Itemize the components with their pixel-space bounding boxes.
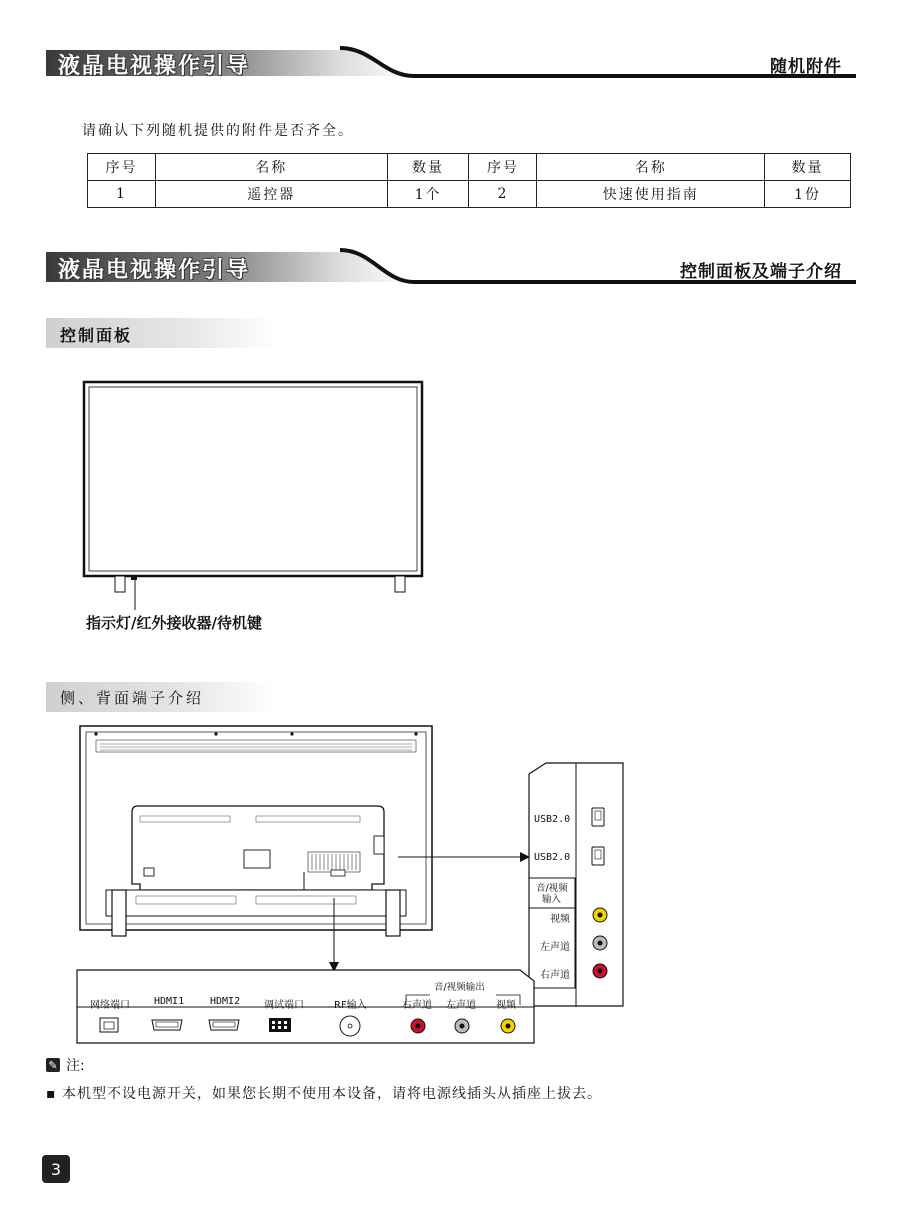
bottom-rf-label: RF输入	[334, 1000, 367, 1011]
side-usb1-label: USB2.0	[534, 814, 571, 825]
table-cell: 1份	[765, 181, 851, 208]
table-cell: 遥控器	[155, 181, 387, 208]
side-av-input-label-1: 音/视频	[536, 883, 568, 894]
side-av-input-label-2: 输入	[542, 894, 562, 905]
page-number: 3	[42, 1155, 70, 1183]
header-section-name: 随机附件	[770, 57, 842, 77]
note-text: 本机型不设电源开关，如果您长期不使用本设备，请将电源线插头从插座上拔去。	[61, 1086, 602, 1102]
table-header-cell: 名称	[155, 154, 387, 181]
header-title: 液晶电视操作引导	[58, 257, 251, 283]
bottom-av-output-label: 音/视频输出	[434, 982, 485, 993]
bottom-hdmi1-label: HDMI1	[154, 996, 185, 1007]
indicator-label: 指示灯/红外接收器/待机键	[86, 614, 262, 632]
subheading-text: 侧、背面端子介绍	[60, 689, 205, 707]
table-cell: 1个	[387, 181, 469, 208]
table-cell: 快速使用指南	[537, 181, 765, 208]
header-section-name: 控制面板及端子介绍	[680, 262, 842, 282]
bottom-left-channel-label: 左声道	[446, 1000, 476, 1011]
pencil-icon: ✎	[46, 1058, 60, 1072]
table-cell: 1	[88, 181, 156, 208]
header-title: 液晶电视操作引导	[58, 53, 251, 79]
table-header-cell: 数量	[765, 154, 851, 181]
note-title: 注:	[66, 1058, 85, 1074]
side-video-label: 视频	[550, 914, 570, 925]
bullet-icon: ▪	[46, 1086, 62, 1102]
side-left-channel-label: 左声道	[540, 942, 570, 953]
bottom-video-label: 视频	[496, 1000, 516, 1011]
note-body	[46, 1083, 602, 1103]
table-header-cell: 序号	[88, 154, 156, 181]
side-right-channel-label: 右声道	[540, 970, 570, 981]
table-header-cell: 名称	[537, 154, 765, 181]
bottom-right-channel-label: 右声道	[402, 1000, 432, 1011]
subheading-text: 控制面板	[60, 326, 133, 345]
table-header-cell: 序号	[469, 154, 537, 181]
note-heading	[46, 1055, 85, 1075]
accessories-intro: 请确认下列随机提供的附件是否齐全。	[82, 123, 354, 139]
bottom-network-label: 网络端口	[90, 1000, 130, 1011]
bottom-debug-label: 调试端口	[264, 1000, 304, 1011]
table-cell: 2	[469, 181, 537, 208]
bottom-hdmi2-label: HDMI2	[210, 996, 241, 1007]
table-header-cell: 数量	[387, 154, 469, 181]
side-usb2-label: USB2.0	[534, 852, 571, 863]
